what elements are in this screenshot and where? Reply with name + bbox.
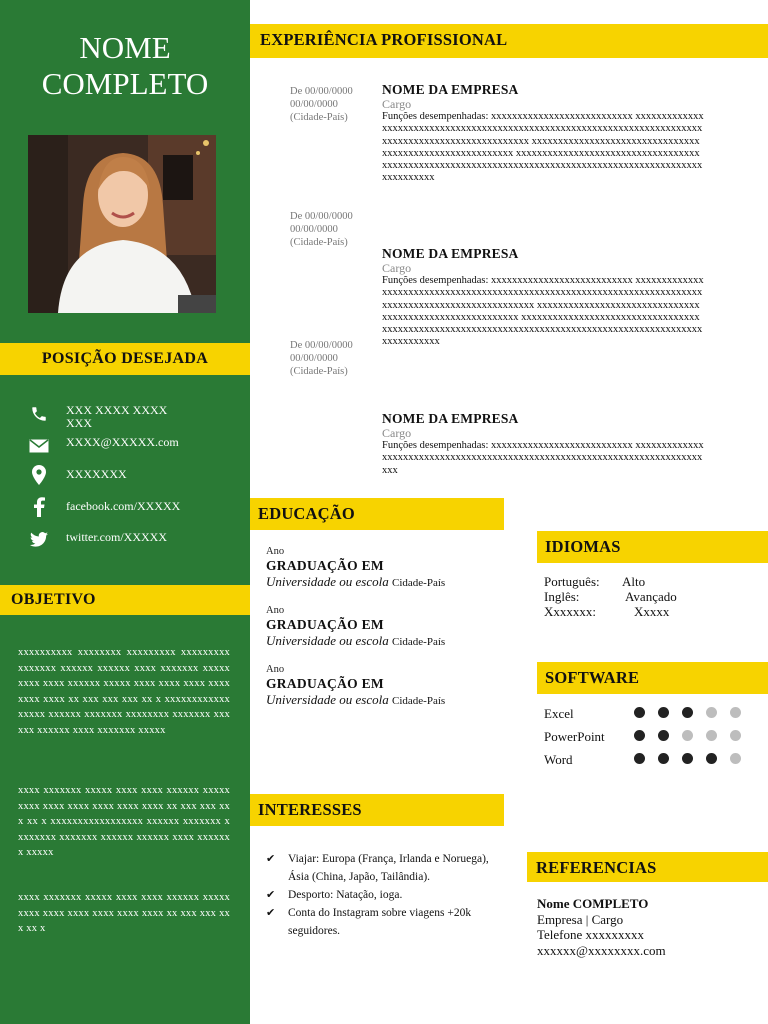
name-line-1: NOME: [79, 30, 171, 65]
software-2-rating: [634, 729, 754, 745]
job-2: [382, 246, 704, 349]
education-1-degree: GRADUAÇÃO EM: [266, 558, 384, 573]
language-2-level: Avançado: [625, 589, 677, 604]
section-header-education: EDUCAÇÃO: [250, 498, 504, 530]
job-1-date: De 00/00/0000 00/00/0000 (Cidade-País): [290, 86, 353, 123]
contact-twitter-text[interactable]: twitter.com/XXXXX: [66, 530, 167, 544]
envelope-icon: [28, 436, 50, 456]
reference-phone: Telefone xxxxxxxxx: [537, 927, 645, 942]
contact-facebook-text[interactable]: facebook.com/XXXXX: [66, 499, 181, 513]
education-1-year: Ano: [266, 546, 285, 557]
contact-phone: [28, 404, 238, 430]
portrait-image: [28, 135, 216, 313]
job-1-description: Funções desempenhadas: xxxxxxxxxxxxxxxxxxxxxxxxxxx xxxxxxxxxxxxxxxxxxxxxxxxxxxxxxxxxxxxxxxxxxxxxxxxxxxxxxxxxxxxxxxxxxxxxxxxxxxxxxxxxxxxxxxxxxxxxxxxxxxxxx xxxxxxxxxxxxxxxxxxxxxxxxxxxxxxxxxxxxxxxxxxxxxxxxxxxxxxxxx xxxxxxxxxxxxxxxxxxxxxxxxxxxxxxxxxxxxxxxxxxxxxxxxxxxxxxxxxxxxxxxxxxxxxxxxxxxxxxxxxxxxxxxxxxxxxxxxxxxxxxxxxx: [382, 111, 704, 184]
checkmark-icon: ✔: [266, 907, 276, 919]
rating-dot-empty: [706, 707, 717, 718]
rating-dot-filled: [658, 730, 669, 741]
reference-company: Empresa | Cargo: [537, 911, 624, 927]
rating-dot-empty: [730, 730, 741, 741]
rating-dot-filled: [682, 753, 693, 764]
contact-location: [28, 465, 238, 485]
education-3-year: Ano: [266, 664, 285, 675]
education-1-university: Universidade ou escola: [266, 574, 389, 589]
objective-paragraph-3: xxxx xxxxxxx xxxxx xxxx xxxx xxxxxx xxxxx xxxx xxxx xxxx xxxx xxxx xxxx xx xxx xxx xxx xx x: [18, 892, 230, 934]
twitter-icon: [28, 529, 50, 549]
software-3-rating: [634, 752, 754, 768]
education-item-1: [266, 546, 506, 591]
interest-item: ✔ Desporto: Natação, ioga.: [266, 886, 506, 904]
reference-name: Nome COMPLETO: [537, 896, 649, 911]
education-2-year: Ano: [266, 605, 285, 616]
rating-dot-filled: [706, 753, 717, 764]
language-2-name: Inglês:: [544, 589, 580, 604]
job-2-description: Funções desempenhadas: xxxxxxxxxxxxxxxxxxxxxxxxxxx xxxxxxxxxxxxxxxxxxxxxxxxxxxxxxxxxxxxxxxxxxxxxxxxxxxxxxxxxxxxxxxxxxxxxxxxxxxxxxxxxxxxxxxxxxxxxxxxxxxxxxx xxxxxxxxxxxxxxxxxxxxxxxxxxxxxxxxxxxxxxxxxxxxxxxxxxxxxxxxx xxxxxxxxxxxxxxxxxxxxxxxxxxxxxxxxxxxxxxxxxxxxxxxxxxxxxxxxxxxxxxxxxxxxxxxxxxxxxxxxxxxxxxxxxxxxxxxxxxxxxxxxxx: [382, 275, 704, 348]
contact-facebook: [28, 497, 238, 517]
section-header-experience: EXPERIÊNCIA PROFISSIONAL: [250, 24, 768, 58]
education-2-university: Universidade ou escola: [266, 633, 389, 648]
checkmark-icon: ✔: [266, 889, 276, 901]
phone-icon: [28, 404, 50, 424]
rating-dot-filled: [682, 707, 693, 718]
rating-dot-empty: [730, 707, 741, 718]
contact-phone-text: XXX XXXX XXXX XXX: [66, 403, 168, 430]
language-1-name: Português:: [544, 574, 600, 589]
language-1-level: Alto: [622, 574, 646, 589]
software-row-1: [544, 706, 754, 722]
job-2-company: NOME DA EMPRESA: [382, 246, 519, 261]
job-3-description: Funções desempenhadas: xxxxxxxxxxxxxxxxxxxxxxxxxxx xxxxxxxxxxxxxxxxxxxxxxxxxxxxxxxxxxxxxxxxxxxxxxxxxxxxxxxxxxxxxxxxxxxxxxxxxxxxx: [382, 440, 704, 476]
rating-dot-filled: [634, 707, 645, 718]
job-2-date: De 00/00/0000 00/00/0000 (Cidade-País): [290, 211, 353, 248]
interests-list: [266, 850, 506, 940]
software-row-2: [544, 729, 754, 745]
language-3-level: Xxxxx: [634, 604, 670, 619]
objective-paragraph-2: xxxx xxxxxxx xxxxx xxxx xxxx xxxxxx xxxxx xxxx xxxx xxxx xxxx xxxx xxxx xx xxx xxx xxx xx x xxxxxxxxxxxxxxxxx xxxxxx xxxxxxx xxxxxxxx xxxxxxx xxxxxx xxxxxx xxxx xxxxxxx xxxxx: [18, 785, 230, 858]
job-1-company: NOME DA EMPRESA: [382, 82, 519, 97]
section-header-languages: IDIOMAS: [537, 531, 768, 563]
software-row-3: [544, 752, 754, 768]
job-1: [382, 82, 704, 185]
section-header-objective: OBJETIVO: [0, 585, 250, 615]
rating-dot-filled: [658, 707, 669, 718]
interest-item: ✔ Conta do Instagram sobre viagens +20k seguidores.: [266, 904, 506, 940]
job-3-date: De 00/00/0000 00/00/0000 (Cidade-País): [290, 340, 353, 377]
profile-photo: [28, 135, 216, 313]
section-header-software: SOFTWARE: [537, 662, 768, 694]
full-name: [0, 30, 250, 102]
checkmark-icon: ✔: [266, 853, 276, 865]
education-2-degree: GRADUAÇÃO EM: [266, 617, 384, 632]
language-row-3: [544, 604, 669, 619]
section-header-position: POSIÇÃO DESEJADA: [0, 343, 250, 375]
contact-twitter: [28, 529, 238, 549]
section-header-interests: INTERESSES: [250, 794, 504, 826]
job-3-role: Cargo: [382, 426, 412, 440]
rating-dot-filled: [634, 730, 645, 741]
language-3-name: Xxxxxxx:: [544, 604, 596, 619]
rating-dot-filled: [634, 753, 645, 764]
language-row-1: [544, 574, 645, 589]
contact-email-text[interactable]: XXXX@XXXXX.com: [66, 435, 179, 449]
facebook-icon: [28, 497, 50, 517]
reference-block: [537, 896, 757, 958]
software-2-name: PowerPoint: [544, 729, 605, 744]
rating-dot-empty: [706, 730, 717, 741]
education-item-2: [266, 605, 506, 650]
job-3-company: NOME DA EMPRESA: [382, 411, 519, 426]
software-3-name: Word: [544, 752, 573, 767]
language-row-2: [544, 589, 677, 604]
location-pin-icon: [28, 465, 50, 485]
education-3-location: Cidade-País: [392, 695, 446, 707]
section-header-references: REFERENCIAS: [527, 852, 768, 882]
contact-email: [28, 436, 238, 456]
education-3-university: Universidade ou escola: [266, 692, 389, 707]
job-2-role: Cargo: [382, 261, 412, 275]
rating-dot-empty: [682, 730, 693, 741]
education-1-location: Cidade-País: [392, 577, 446, 589]
job-3: [382, 411, 704, 477]
rating-dot-filled: [658, 753, 669, 764]
name-line-2: COMPLETO: [41, 66, 209, 101]
objective-paragraph-1: xxxxxxxxxx xxxxxxxx xxxxxxxxx xxxxxxxxx xxxxxxx xxxxxx xxxxxx xxxx xxxxxxx xxxxx xxxx xxxx xxxxxx xxxxx xxxx xxxx xxxx xxxx xxxx xxxx xx xxx xxx xxx xx x xxxxxxxxxxxxxxxxx xxxxxx xxxxxxx xxxxxxxx xxxxxxx xxxxxx xxxxxx xxxx xxxxxxx xxxxx: [18, 647, 230, 736]
job-1-role: Cargo: [382, 97, 412, 111]
software-1-name: Excel: [544, 706, 574, 721]
rating-dot-empty: [730, 753, 741, 764]
education-3-degree: GRADUAÇÃO EM: [266, 676, 384, 691]
interest-item: ✔ Viajar: Europa (França, Irlanda e Noruega), Ásia (China, Japão, Tailândia).: [266, 850, 506, 886]
contact-location-text: XXXXXXX: [66, 467, 127, 481]
education-2-location: Cidade-País: [392, 636, 446, 648]
reference-email[interactable]: xxxxxx@xxxxxxxx.com: [537, 942, 666, 958]
education-item-3: [266, 664, 506, 709]
software-1-rating: [634, 706, 754, 722]
